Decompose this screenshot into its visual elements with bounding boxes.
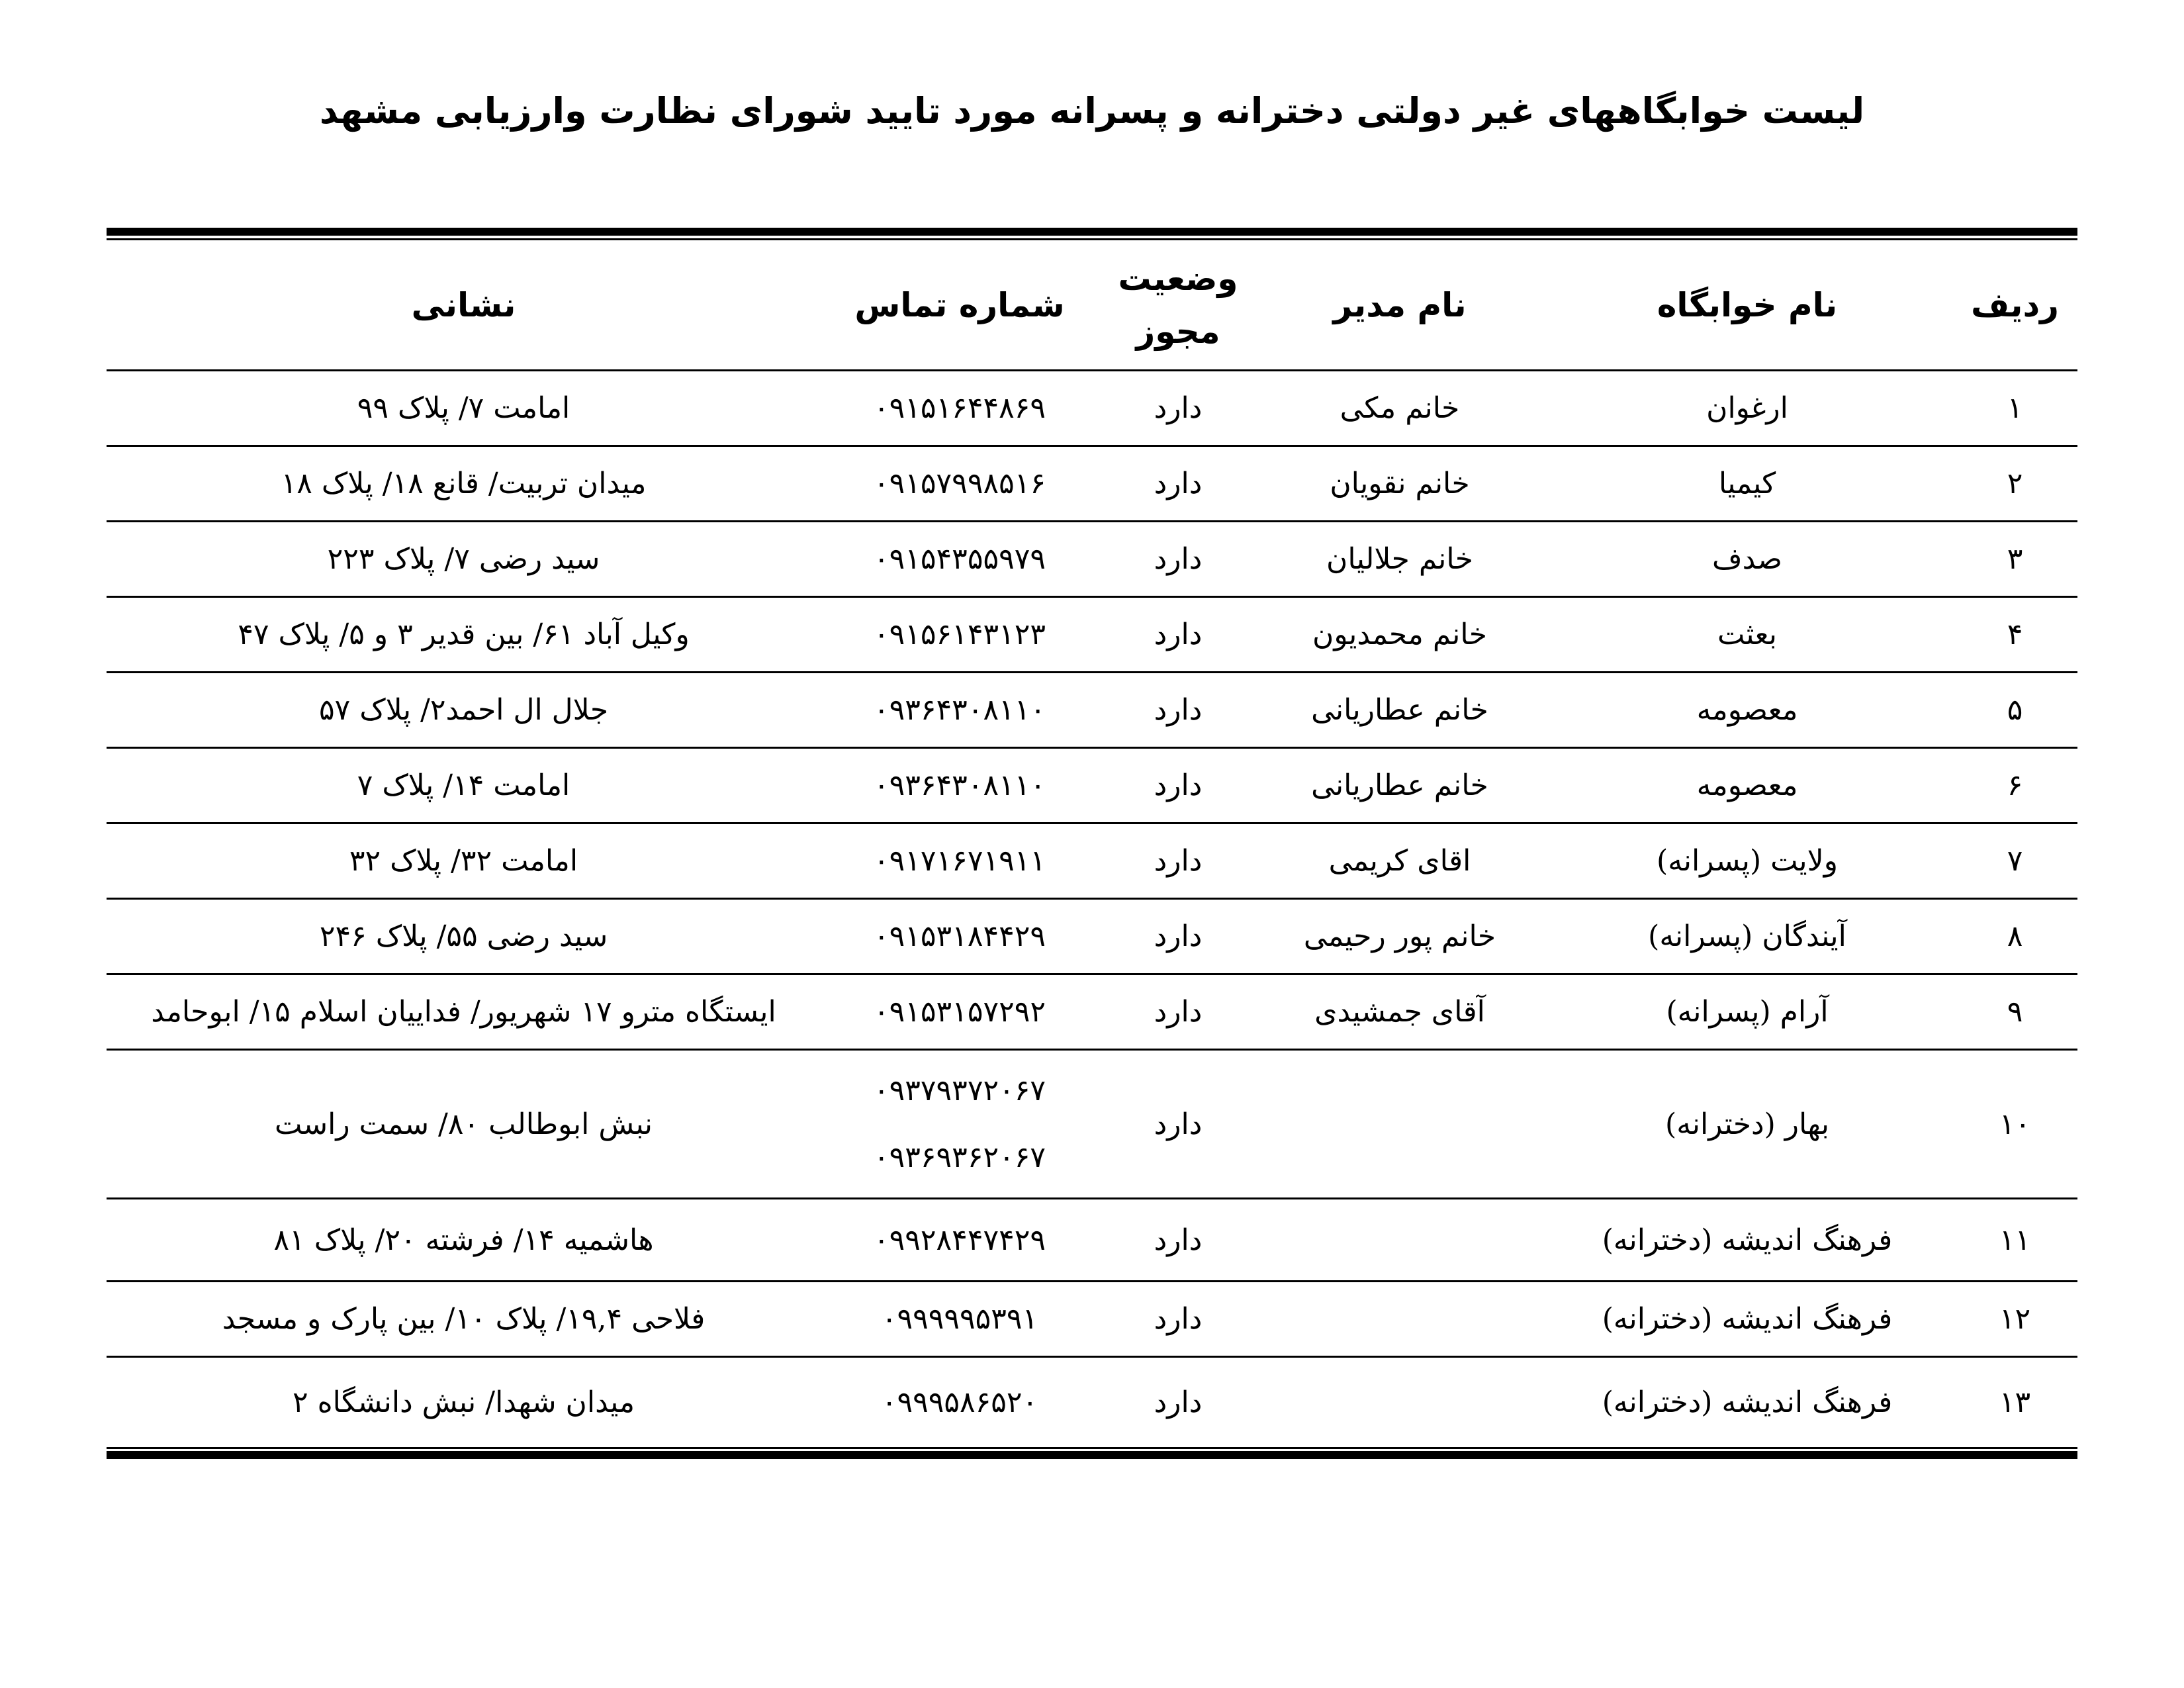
cell-radif: ۲ — [2007, 467, 2023, 500]
cell-manager: خانم محمدیون — [1312, 618, 1487, 651]
table-row — [107, 371, 2077, 447]
cell-manager — [1257, 1051, 1542, 1197]
cell-dorm-name: آرام (پسرانه) — [1666, 995, 1829, 1029]
cell-manager: خانم نقویان — [1330, 467, 1470, 500]
phone-number: ۰۹۱۵۳۱۵۷۲۹۲ — [874, 995, 1046, 1029]
cell-radif: ۱۰ — [1999, 1107, 2031, 1141]
table-row — [107, 673, 2077, 749]
cell-address: سید رضی ۵۵/ پلاک ۲۴۶ — [319, 919, 608, 953]
cell-radif: ۱۲ — [1999, 1302, 2031, 1336]
table-row — [107, 1282, 2077, 1358]
cell-phone — [821, 598, 1099, 671]
cell-dorm-name: ولایت (پسرانه) — [1657, 844, 1838, 878]
cell-radif: ۵ — [2007, 693, 2023, 727]
header-status-line1: وضعیت — [1118, 259, 1238, 298]
cell-manager: خانم پور رحیمی — [1303, 919, 1496, 953]
header-license-status — [1099, 240, 1257, 369]
cell-radif: ۴ — [2007, 618, 2023, 651]
header-manager: نام مدیر — [1333, 285, 1467, 324]
cell-phone — [821, 673, 1099, 747]
table-row — [107, 1199, 2077, 1282]
cell-phone — [821, 522, 1099, 596]
phone-number: ۰۹۱۵۱۶۴۴۸۶۹ — [874, 391, 1046, 425]
cell-dorm-name: صدف — [1711, 542, 1783, 576]
phone-number: ۰۹۹۹۹۹۵۳۹۱ — [881, 1302, 1038, 1336]
table-row — [107, 522, 2077, 598]
cell-license-status: دارد — [1154, 1302, 1203, 1336]
cell-license-status: دارد — [1154, 1223, 1203, 1257]
cell-radif: ۱۱ — [1999, 1223, 2031, 1257]
phone-number: ۰۹۳۶۴۳۰۸۱۱۰ — [874, 769, 1046, 802]
cell-phone — [821, 749, 1099, 822]
cell-dorm-name: فرهنگ اندیشه (دخترانه) — [1602, 1302, 1893, 1336]
cell-manager — [1257, 1358, 1542, 1447]
cell-manager — [1257, 1282, 1542, 1356]
cell-address: وکیل آباد ۶۱/ بین قدیر ۳ و ۵/ پلاک ۴۷ — [238, 618, 690, 651]
cell-radif: ۳ — [2007, 542, 2023, 576]
cell-manager: خانم عطاریانی — [1311, 693, 1488, 727]
phone-number: ۰۹۱۵۳۱۸۴۴۲۹ — [874, 919, 1046, 953]
cell-license-status: دارد — [1154, 391, 1203, 425]
cell-license-status: دارد — [1154, 995, 1203, 1029]
header-dorm-name: نام خوابگاه — [1657, 285, 1838, 324]
cell-address: ایستگاه مترو ۱۷ شهریور/ فداییان اسلام ۱۵/ ابوحامد — [151, 995, 776, 1029]
header-radif: ردیف — [1971, 285, 2059, 324]
phone-number: ۰۹۱۵۷۹۹۸۵۱۶ — [874, 467, 1046, 500]
cell-dorm-name: فرهنگ اندیشه (دخترانه) — [1602, 1223, 1893, 1257]
cell-dorm-name: معصومه — [1696, 693, 1798, 727]
cell-address: فلاحی ۱۹,۴/ پلاک ۱۰/ بین پارک و مسجد — [222, 1302, 705, 1336]
table-row — [107, 900, 2077, 975]
cell-phone — [821, 824, 1099, 898]
cell-license-status: دارد — [1154, 467, 1203, 500]
cell-phone — [821, 1051, 1099, 1197]
table-row — [107, 598, 2077, 673]
cell-address: نبش ابوطالب ۸۰/ سمت راست — [275, 1107, 653, 1141]
header-address: نشانی — [411, 285, 516, 324]
table-row — [107, 824, 2077, 900]
cell-dorm-name: بعثت — [1717, 618, 1777, 651]
table-row — [107, 1358, 2077, 1447]
cell-phone — [821, 371, 1099, 445]
cell-radif: ۱۳ — [1999, 1385, 2031, 1419]
cell-manager: خانم مکی — [1340, 391, 1460, 425]
cell-dorm-name: کیمیا — [1718, 467, 1776, 500]
cell-dorm-name: فرهنگ اندیشه (دخترانه) — [1602, 1385, 1893, 1419]
cell-phone — [821, 1282, 1099, 1356]
cell-license-status: دارد — [1154, 542, 1203, 576]
header-status-line2: مجوز — [1136, 312, 1220, 351]
top-thick-rule — [107, 228, 2077, 236]
phone-number: ۰۹۱۵۶۱۴۳۱۲۳ — [874, 618, 1046, 651]
cell-license-status: دارد — [1154, 844, 1203, 878]
cell-address: میدان تربیت/ قانع ۱۸/ پلاک ۱۸ — [281, 467, 647, 500]
header-phone: شماره تماس — [854, 285, 1065, 324]
table-header-row — [107, 240, 2077, 371]
phone-number: ۰۹۳۶۹۳۶۲۰۶۷ — [874, 1141, 1046, 1174]
cell-manager: آقای جمشیدی — [1314, 995, 1485, 1029]
cell-phone — [821, 1199, 1099, 1280]
cell-address: امامت ۱۴/ پلاک ۷ — [357, 769, 570, 802]
cell-radif: ۸ — [2007, 919, 2023, 953]
document-title: لیست خوابگاههای غیر دولتی دخترانه و پسرانه مورد تایید شورای نظارت وارزیابی مشهد — [319, 90, 1865, 132]
cell-license-status: دارد — [1154, 618, 1203, 651]
phone-number: ۰۹۹۹۵۸۶۵۲۰ — [881, 1385, 1038, 1419]
cell-phone — [821, 900, 1099, 973]
cell-license-status: دارد — [1154, 693, 1203, 727]
cell-address: میدان شهدا/ نبش دانشگاه ۲ — [292, 1385, 635, 1419]
cell-manager: اقای کریمی — [1328, 844, 1471, 878]
cell-address: سید رضی ۷/ پلاک ۲۲۳ — [327, 542, 600, 576]
bottom-thin-rule — [107, 1447, 2077, 1449]
cell-dorm-name: آیندگان (پسرانه) — [1648, 919, 1846, 953]
cell-manager: خانم جلالیان — [1326, 542, 1473, 576]
cell-license-status: دارد — [1154, 1107, 1203, 1141]
phone-number: ۰۹۳۶۴۳۰۸۱۱۰ — [874, 693, 1046, 727]
cell-manager: خانم عطاریانی — [1311, 769, 1488, 802]
cell-address: امامت ۷/ پلاک ۹۹ — [357, 391, 570, 425]
cell-address: امامت ۳۲/ پلاک ۳۲ — [349, 844, 578, 878]
cell-radif: ۶ — [2007, 769, 2023, 802]
table-row — [107, 1051, 2077, 1199]
cell-dorm-name: معصومه — [1696, 769, 1798, 802]
dormitory-table — [107, 240, 2077, 1447]
cell-address: هاشمیه ۱۴/ فرشته ۲۰/ پلاک ۸۱ — [273, 1223, 654, 1257]
cell-license-status: دارد — [1154, 1385, 1203, 1419]
cell-phone — [821, 1358, 1099, 1447]
phone-number: ۰۹۱۵۴۳۵۵۹۷۹ — [874, 542, 1046, 576]
cell-manager — [1257, 1199, 1542, 1280]
cell-radif: ۹ — [2007, 995, 2023, 1029]
cell-license-status: دارد — [1154, 769, 1203, 802]
phone-number: ۰۹۳۷۹۳۷۲۰۶۷ — [874, 1074, 1046, 1107]
cell-dorm-name: بهار (دخترانه) — [1665, 1107, 1829, 1141]
table-body — [107, 371, 2077, 1447]
bottom-thick-rule — [107, 1451, 2077, 1459]
table-row — [107, 749, 2077, 824]
phone-number: ۰۹۱۷۱۶۷۱۹۱۱ — [874, 844, 1046, 878]
cell-dorm-name: ارغوان — [1706, 391, 1788, 425]
cell-radif: ۱ — [2007, 391, 2023, 425]
table-row — [107, 447, 2077, 522]
cell-phone — [821, 447, 1099, 520]
cell-address: جلال ال احمد۲/ پلاک ۵۷ — [318, 693, 609, 727]
table-row — [107, 975, 2077, 1051]
phone-number: ۰۹۹۲۸۴۴۷۴۲۹ — [874, 1223, 1046, 1257]
cell-license-status: دارد — [1154, 919, 1203, 953]
cell-radif: ۷ — [2007, 844, 2023, 878]
cell-phone — [821, 975, 1099, 1049]
